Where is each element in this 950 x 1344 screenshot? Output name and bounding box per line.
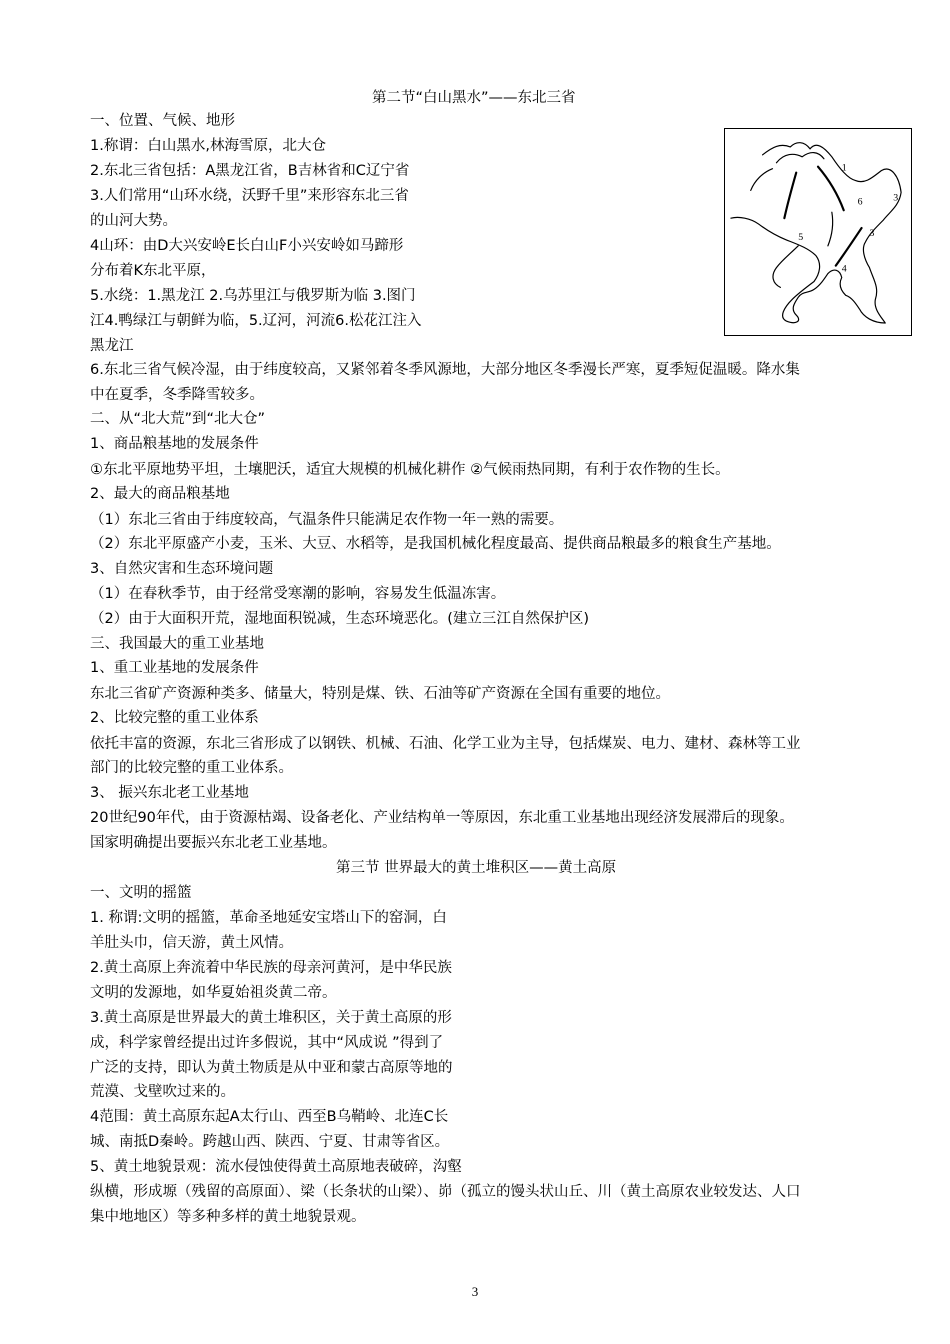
- text-line: 江4.鸭绿江与朝鲜为临，5.辽河，河流6.松花江注入: [90, 313, 422, 329]
- map-label: 1: [841, 162, 847, 174]
- text-line: 黑龙江: [90, 338, 134, 354]
- text-line: 广泛的支持，即认为黄土物质是从中亚和蒙古高原等地的: [90, 1060, 453, 1076]
- map-label: 3: [869, 227, 875, 239]
- text-line: （1）东北三省由于纬度较高，气温条件只能满足农作物一年一熟的需要。: [90, 512, 564, 528]
- subheading: 1、重工业基地的发展条件: [90, 660, 259, 676]
- text-line: 城、南抵D秦岭。跨越山西、陕西、宁夏、甘肃等省区。: [90, 1134, 450, 1150]
- text-line: ①东北平原地势平坦，土壤肥沃，适宜大规模的机械化耕作 ②气候雨热同期，有利于农作物的生长。: [90, 462, 730, 478]
- text-line: 依托丰富的资源，东北三省形成了以钢铁、机械、石油、化学工业为主导，包括煤炭、电力、建材、森林等工业: [90, 736, 801, 752]
- text-line: 文明的发源地，如华夏始祖炎黄二帝。: [90, 985, 337, 1001]
- text-line: 中在夏季，冬季降雪较多。: [90, 387, 264, 403]
- heading: 一、位置、气候、地形: [90, 113, 235, 129]
- text-line: 2.黄土高原上奔流着中华民族的母亲河黄河，是中华民族: [90, 960, 452, 976]
- map-label: 6: [857, 196, 863, 208]
- text-line: 5、黄土地貌景观：流水侵蚀使得黄土高原地表破碎，沟壑: [90, 1159, 462, 1175]
- text-line: 5.水绕：1.黑龙江 2.乌苏里江与俄罗斯为临 3.图门: [90, 288, 416, 304]
- text-line: 2.东北三省包括：A黑龙江省，B吉林省和C辽宁省: [90, 163, 410, 179]
- subheading: 3、 振兴东北老工业基地: [90, 785, 249, 801]
- text-line: 3.人们常用“山环水绕，沃野千里”来形容东北三省: [90, 188, 409, 204]
- subheading: 1、商品粮基地的发展条件: [90, 436, 259, 452]
- text-line: 分布着K东北平原，: [90, 263, 216, 279]
- text-line: 6.东北三省气候冷湿，由于纬度较高，又紧邻着冬季风源地，大部分地区冬季漫长严寒，夏季短促温暖。降水集: [90, 362, 800, 378]
- text-line: 部门的比较完整的重工业体系。: [90, 760, 293, 776]
- heading: 三、我国最大的重工业基地: [90, 636, 264, 652]
- text-line: 20世纪90年代，由于资源枯竭、设备老化、产业结构单一等原因，东北重工业基地出现经济发展滞后的现象。: [90, 810, 794, 826]
- text-line: 成，科学家曾经提出过许多假说，其中“风成说 ”得到了: [90, 1035, 444, 1051]
- map-label: 5: [798, 231, 804, 243]
- text-line: （2）由于大面积开荒，湿地面积锐减，生态环境恶化。(建立三江自然保护区): [90, 611, 590, 627]
- text-line: 4山环：由D大兴安岭E长白山F小兴安岭如马蹄形: [90, 238, 404, 254]
- map-label: 4: [841, 263, 847, 275]
- text-line: 1.称谓：白山黑水,林海雪原，北大仓: [90, 138, 326, 154]
- text-line: 国家明确提出要振兴东北老工业基地。: [90, 835, 337, 851]
- section-2-title: 第二节“白山黑水”——东北三省: [372, 90, 576, 106]
- text-line: 3.黄土高原是世界最大的黄土堆积区，关于黄土高原的形: [90, 1010, 452, 1026]
- text-line: （2）东北平原盛产小麦，玉米、大豆、水稻等，是我国机械化程度最高、提供商品粮最多的粮食生产基地。: [90, 536, 781, 552]
- text-line: （1）在春秋季节，由于经常受寒潮的影响，容易发生低温冻害。: [90, 586, 506, 602]
- subheading: 2、比较完整的重工业体系: [90, 710, 259, 726]
- northeast-china-map: [724, 128, 912, 336]
- text-line: 羊肚头巾，信天游，黄土风情。: [90, 935, 293, 951]
- page-number: 3: [471, 1284, 479, 1299]
- text-line: 4范围：黄土高原东起A太行山、西至B乌鞘岭、北连C长: [90, 1109, 449, 1125]
- section-3-title: 第三节 世界最大的黄土堆积区——黄土高原: [336, 860, 617, 876]
- text-line: 集中地地区）等多种多样的黄土地貌景观。: [90, 1209, 366, 1225]
- subheading: 3、自然灾害和生态环境问题: [90, 561, 274, 577]
- subheading: 2、最大的商品粮基地: [90, 486, 230, 502]
- text-line: 的山河大势。: [90, 213, 177, 229]
- map-label: 3: [893, 192, 899, 204]
- text-line: 东北三省矿产资源种类多、储量大，特别是煤、铁、石油等矿产资源在全国有重要的地位。: [90, 686, 670, 702]
- heading: 二、从“北大荒”到“北大仓”: [90, 411, 266, 427]
- text-line: 1. 称谓:文明的摇篮，革命圣地延安宝塔山下的窑洞，白: [90, 910, 447, 926]
- map-figure: [725, 129, 911, 335]
- heading: 一、文明的摇篮: [90, 885, 192, 901]
- text-line: 荒漠、戈壁吹过来的。: [90, 1084, 235, 1100]
- text-line: 纵横，形成塬（残留的高原面）、梁（长条状的山梁）、峁（孤立的馒头状山丘、川（黄土高原农业较发达、人口: [90, 1184, 801, 1200]
